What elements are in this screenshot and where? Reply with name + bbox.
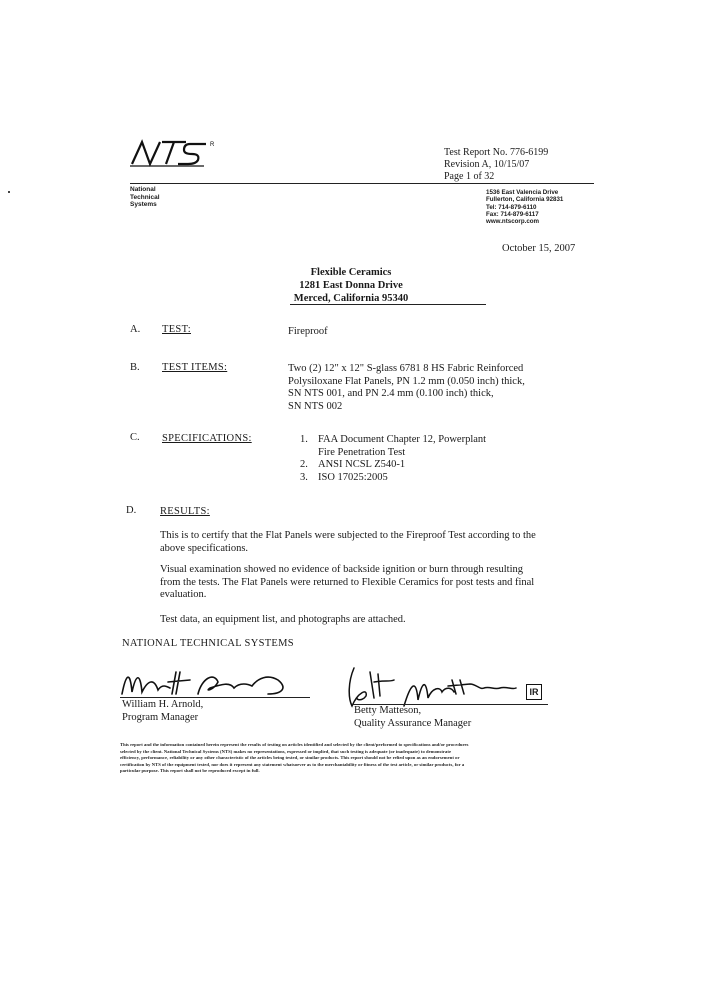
test-item-line: SN NTS 001, and PN 2.4 mm (0.100 inch) thick,: [288, 388, 494, 399]
report-number: Test Report No. 776-6199: [444, 147, 549, 158]
disclaimer-line: particular purpose. This report shall not be reproduced except in full.: [120, 768, 260, 774]
results-line: This is to certify that the Flat Panels were subjected to the Fireproof Test according to the: [160, 530, 536, 541]
results-paragraph: [160, 564, 590, 602]
section-c-heading: SPECIFICATIONS:: [162, 433, 252, 444]
disclaimer-line: efficiency, performance, reliability or any other characteristic of the articles being tested, or similar products. This report should not be relied upon as an endorsement or: [120, 755, 460, 761]
section-b-text: [288, 363, 525, 413]
company-line: Technical: [130, 193, 160, 201]
signoff-org: NATIONAL TECHNICAL SYSTEMS: [122, 638, 294, 649]
test-item-line: Polysiloxane Flat Panels, PN 1.2 mm (0.050 inch) thick,: [288, 375, 525, 387]
results-paragraph: [160, 530, 590, 555]
spec-number: 1.: [300, 434, 308, 445]
address-line: Fullerton, California 92831: [486, 196, 564, 204]
section-c-letter: C.: [130, 432, 140, 443]
results-line: above specifications.: [160, 542, 249, 554]
spec-item: [300, 471, 388, 485]
specifications-list: [300, 434, 487, 484]
company-line: Systems: [130, 201, 157, 208]
report-info: [444, 147, 548, 183]
report-page: Page 1 of 32: [444, 171, 495, 182]
disclaimer: [120, 742, 572, 775]
client-address: [288, 266, 414, 305]
signer-left-title: Program Manager: [122, 711, 199, 723]
spec-text: Fire Penetration Test: [318, 446, 406, 458]
address-line: Fax: 714-879-6117: [486, 210, 539, 218]
spec-text: ANSI NCSL Z540-1: [318, 459, 406, 470]
section-a-text: Fireproof: [288, 326, 328, 337]
spec-text: ISO 17025:2005: [318, 471, 388, 483]
signature-arnold: [118, 664, 308, 704]
address-line: Tel: 714-879-6110: [486, 203, 537, 211]
spec-text: FAA Document Chapter 12, Powerplant: [318, 434, 487, 445]
disclaimer-line: This report and the information contained herein represent the results of testing on articles identified and selected by the client/performed to specifications and/or procedures: [120, 742, 469, 747]
disclaimer-line: selected by the client. National Technical Systems (NTS) makes no representations, expressed or implied, that such testing is adequate (or inadequate) to demonstrate: [120, 748, 452, 754]
report-revision: Revision A, 10/15/07: [444, 159, 530, 170]
client-rule: [290, 304, 486, 305]
company-name-block: [130, 186, 160, 209]
initials-stamp: IR: [526, 684, 542, 700]
signer-right-name: Betty Matteson,: [354, 705, 422, 716]
signature-line-left: [120, 697, 310, 698]
section-b-heading: TEST ITEMS:: [162, 362, 228, 373]
nts-logo: [128, 136, 218, 170]
results-paragraph: [160, 614, 406, 627]
spec-item: [300, 459, 406, 472]
results-line: Visual examination showed no evidence of backside ignition or burn through resulting: [160, 564, 523, 575]
header-rule: [130, 183, 594, 184]
results-line: from the tests. The Flat Panels were returned to Flexible Ceramics for post tests and final: [160, 576, 535, 588]
client-city: Merced, California 95340: [293, 293, 409, 304]
disclaimer-line: certification by NTS of the equipment tested, nor does it represent any statement whatsoever as to the merchantability or fitness of the test article, or similar products, for a: [120, 761, 465, 767]
section-d-heading: RESULTS:: [160, 506, 210, 517]
address-line: www.ntscorp.com: [486, 218, 540, 226]
section-a-heading: TEST:: [162, 324, 191, 335]
results-line: evaluation.: [160, 589, 207, 600]
results-line: Test data, an equipment list, and photographs are attached.: [160, 614, 406, 625]
signer-right: [354, 705, 471, 730]
signer-left-name: William H. Arnold,: [122, 699, 204, 710]
test-item-line: SN NTS 002: [288, 400, 343, 412]
client-name: Flexible Ceramics: [310, 267, 392, 278]
address-line: 1536 East Valencia Drive: [486, 189, 559, 196]
company-line: National: [130, 186, 156, 193]
signer-right-title: Quality Assurance Manager: [354, 717, 472, 729]
client-street: 1281 East Donna Drive: [299, 280, 403, 291]
spec-number: 3.: [300, 471, 308, 483]
company-address: [486, 189, 563, 225]
report-date: October 15, 2007: [502, 243, 576, 254]
scan-speck: [8, 191, 10, 193]
section-b-letter: B.: [130, 362, 140, 373]
section-d-letter: D.: [126, 505, 137, 516]
test-item-line: Two (2) 12" x 12" S-glass 6781 8 HS Fabric Reinforced: [288, 363, 524, 374]
svg-text:R: R: [210, 142, 215, 148]
section-a-letter: A.: [130, 324, 141, 335]
spec-number: 2.: [300, 459, 308, 470]
spec-item: [300, 434, 487, 458]
signer-left: [122, 699, 203, 724]
